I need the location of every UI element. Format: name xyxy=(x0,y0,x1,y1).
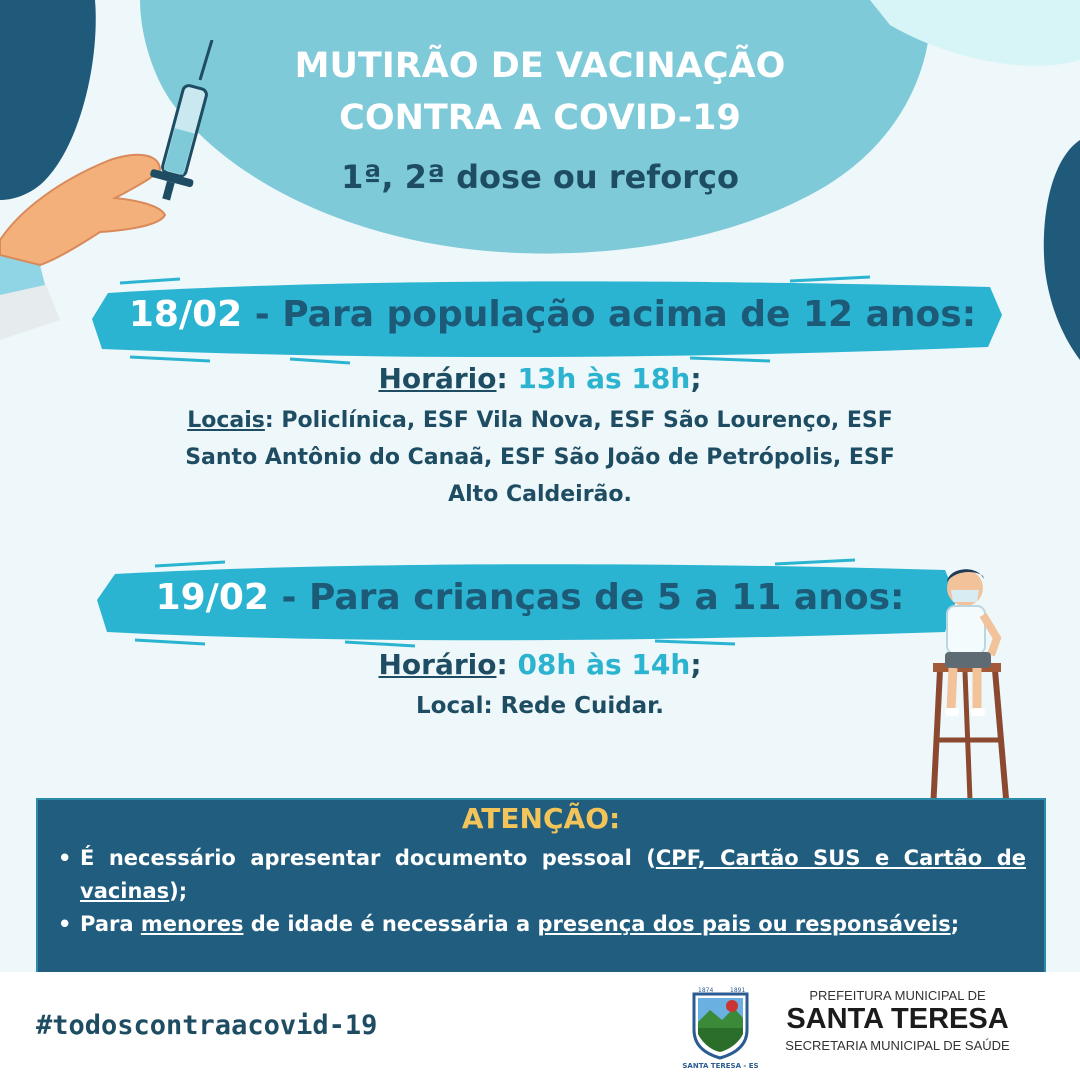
attention-item-2-text-b: de idade é necessária a xyxy=(243,912,538,936)
attention-item-1-text: É necessário apresentar documento pessoal ( xyxy=(80,846,656,870)
attention-item-2-end: ; xyxy=(950,912,960,936)
logo-line-2: SANTA TERESA xyxy=(786,1003,1009,1035)
attention-item-1-end: ); xyxy=(169,879,188,903)
day1-horario-label: Horário xyxy=(378,362,497,395)
dose-subtitle: 1ª, 2ª dose ou reforço xyxy=(341,158,739,196)
svg-text:1891: 1891 xyxy=(730,987,746,994)
day1-locais-line1: : Policlínica, ESF Vila Nova, ESF São Lourenço, ESF xyxy=(264,408,893,433)
day2-horario-label: Horário xyxy=(378,648,497,681)
attention-item-2-minors: menores xyxy=(140,912,244,936)
seal-caption: SANTA TERESA - ES xyxy=(682,1062,759,1070)
municipal-seal-icon xyxy=(688,980,753,1062)
day2-horario: Horário: 08h às 14h; xyxy=(378,648,702,681)
day2-local: Local: Rede Cuidar. xyxy=(415,693,664,719)
attention-item-2-parents: presença dos pais ou responsáveis xyxy=(537,912,951,936)
day2-title: Para crianças de 5 a 11 anos: xyxy=(308,577,905,618)
logo-line-3: SECRETARIA MUNICIPAL DE SAÚDE xyxy=(785,1038,1010,1053)
attention-item-1-documents: CPF, Cartão SUS e Cartão de vacinas xyxy=(80,846,1026,903)
campaign-hashtag: #todoscontraacovid-19 xyxy=(36,1010,378,1041)
day1-locais xyxy=(90,402,990,513)
page-title xyxy=(140,40,940,144)
day1-horario: Horário: 13h às 18h; xyxy=(378,362,702,395)
day1-date: 18/02 xyxy=(128,294,243,335)
child-on-stool-illustration xyxy=(925,560,1025,815)
svg-text:1874: 1874 xyxy=(698,987,714,994)
attention-list xyxy=(58,842,1026,941)
attention-title: ATENÇÃO: xyxy=(461,802,621,835)
attention-item-documents: • É necessário apresentar documento pessoal (CPF, Cartão SUS e Cartão de vacinas); xyxy=(58,846,1026,903)
day1-dash: - xyxy=(242,294,283,335)
day1-horario-value: 13h às 18h xyxy=(517,362,691,395)
day1-locais-label: Locais xyxy=(187,408,265,433)
day1-title: Para população acima de 12 anos: xyxy=(282,294,977,335)
day2-horario-value: 08h às 14h xyxy=(517,648,691,681)
title-line-1: MUTIRÃO DE VACINAÇÃO xyxy=(294,46,786,86)
attention-item-minors: • Para menores de idade é necessária a presença dos pais ou responsáveis; xyxy=(58,912,960,936)
day1-heading xyxy=(90,294,1015,335)
logo-line-1: PREFEITURA MUNICIPAL DE xyxy=(809,988,986,1003)
title-line-2: CONTRA A COVID-19 xyxy=(339,98,741,138)
day1-locais-line3: Alto Caldeirão. xyxy=(448,482,632,507)
day2-dash: - xyxy=(268,577,309,618)
attention-item-2-text-a: Para xyxy=(80,912,141,936)
day2-date: 19/02 xyxy=(155,577,269,618)
day1-locais-line2: Santo Antônio do Canaã, ESF São João de Petrópolis, ESF xyxy=(185,445,895,470)
day2-heading xyxy=(95,577,965,618)
